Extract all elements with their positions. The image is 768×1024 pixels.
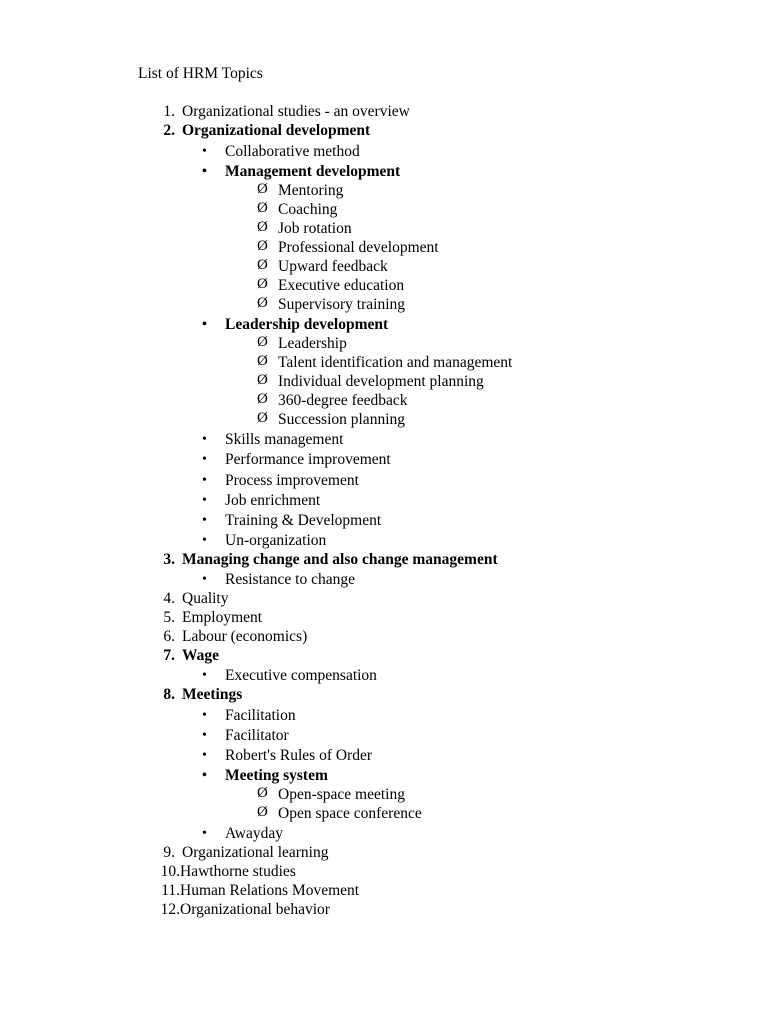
item-number: 12. <box>160 901 180 918</box>
sub-item-text: Job rotation <box>278 220 352 237</box>
item-text: Hawthorne studies <box>180 863 296 880</box>
item-text: Labour (economics) <box>182 628 308 645</box>
bullet-text: Skills management <box>225 431 344 448</box>
item-text: Managing change and also change management <box>182 551 498 568</box>
empty-set-icon: Ø <box>257 257 268 273</box>
empty-set-icon: Ø <box>257 334 268 350</box>
sub-item-text: Coaching <box>278 201 338 218</box>
item-text: Wage <box>182 647 220 664</box>
sub-item-text: Professional development <box>278 239 439 256</box>
sub-item-text: Talent identification and management <box>278 354 513 371</box>
bullet-text: Facilitator <box>225 727 289 744</box>
bullet-text: Process improvement <box>225 472 359 489</box>
bullet-text: Un-organization <box>225 532 327 549</box>
sub-item-text: Individual development planning <box>278 373 484 390</box>
bullet-text: Executive compensation <box>225 667 377 684</box>
empty-set-icon: Ø <box>257 372 268 388</box>
item-text: Meetings <box>182 686 243 703</box>
empty-set-icon: Ø <box>257 238 268 254</box>
empty-set-icon: Ø <box>257 295 268 311</box>
empty-set-icon: Ø <box>257 391 268 407</box>
bullet-icon: • <box>202 493 207 508</box>
item-number: 3. <box>163 551 175 568</box>
bullet-text: Training & Development <box>225 512 382 529</box>
bullet-icon: • <box>202 533 207 548</box>
bullet-icon: • <box>202 473 207 488</box>
empty-set-icon: Ø <box>257 353 268 369</box>
item-text: Organizational behavior <box>180 901 330 918</box>
bullet-text: Facilitation <box>225 707 296 724</box>
item-number: 11. <box>161 882 180 899</box>
bullet-icon: • <box>202 317 207 332</box>
bullet-icon: • <box>202 748 207 763</box>
item-text: Organizational development <box>182 122 371 139</box>
item-number: 2. <box>163 122 175 139</box>
bullet-text: Robert's Rules of Order <box>225 747 373 764</box>
bullet-icon: • <box>202 513 207 528</box>
bullet-text: Collaborative method <box>225 143 360 160</box>
bullet-text: Resistance to change <box>225 571 355 588</box>
sub-item-text: 360-degree feedback <box>278 392 408 409</box>
item-number: 8. <box>163 686 175 703</box>
document-title: List of HRM Topics <box>138 65 263 82</box>
sub-item-text: Executive education <box>278 277 405 294</box>
item-text: Organizational learning <box>182 844 329 861</box>
item-number: 4. <box>163 590 175 607</box>
bullet-text: Awayday <box>225 825 283 842</box>
bullet-icon: • <box>202 164 207 179</box>
bullet-icon: • <box>202 144 207 159</box>
empty-set-icon: Ø <box>257 181 268 197</box>
bullet-icon: • <box>202 668 207 683</box>
bullet-text: Leadership development <box>225 316 389 333</box>
empty-set-icon: Ø <box>257 785 268 801</box>
bullet-text: Job enrichment <box>225 492 321 509</box>
empty-set-icon: Ø <box>257 410 268 426</box>
item-text: Organizational studies - an overview <box>182 103 410 120</box>
item-number: 9. <box>163 844 175 861</box>
sub-item-text: Succession planning <box>278 411 405 428</box>
empty-set-icon: Ø <box>257 804 268 820</box>
sub-item-text: Upward feedback <box>278 258 388 275</box>
empty-set-icon: Ø <box>257 219 268 235</box>
empty-set-icon: Ø <box>257 276 268 292</box>
bullet-icon: • <box>202 708 207 723</box>
item-number: 6. <box>163 628 175 645</box>
item-number: 5. <box>163 609 175 626</box>
item-text: Quality <box>182 590 229 607</box>
item-text: Human Relations Movement <box>180 882 360 899</box>
bullet-icon: • <box>202 572 207 587</box>
bullet-icon: • <box>202 452 207 467</box>
bullet-icon: • <box>202 826 207 841</box>
sub-item-text: Leadership <box>278 335 347 352</box>
sub-item-text: Open-space meeting <box>278 786 405 803</box>
bullet-text: Management development <box>225 163 401 180</box>
sub-item-text: Mentoring <box>278 182 344 199</box>
item-number: 1. <box>163 103 175 120</box>
sub-item-text: Supervisory training <box>278 296 405 313</box>
bullet-icon: • <box>202 728 207 743</box>
empty-set-icon: Ø <box>257 200 268 216</box>
bullet-icon: • <box>202 768 207 783</box>
sub-item-text: Open space conference <box>278 805 422 822</box>
bullet-text: Performance improvement <box>225 451 391 468</box>
item-number: 7. <box>163 647 175 664</box>
bullet-icon: • <box>202 432 207 447</box>
item-number: 10. <box>160 863 180 880</box>
item-text: Employment <box>182 609 263 626</box>
bullet-text: Meeting system <box>225 767 328 784</box>
